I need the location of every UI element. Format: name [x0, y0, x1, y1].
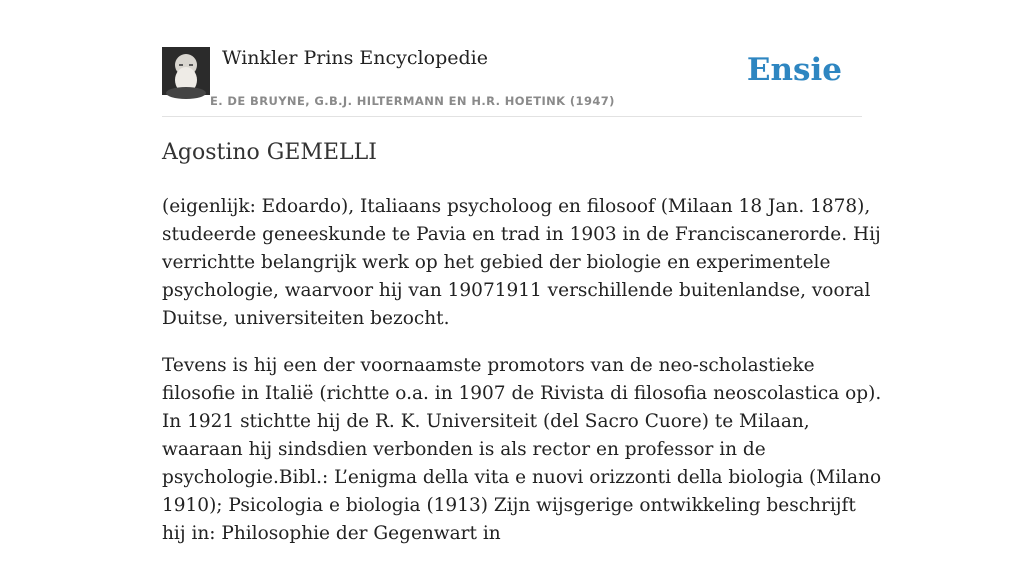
- ensie-logo-link[interactable]: Ensie: [746, 52, 842, 88]
- author-portrait-avatar[interactable]: [162, 47, 210, 95]
- article-body: [162, 193, 882, 567]
- portrait-icon: [162, 47, 210, 95]
- article-paragraph: Tevens is hij een der voornaamste promotors van de neo-scholastieke filosofie in Italië (richtte o.a. in 1907 de Rivista di filosofia neoscolastica op). In 1921 stichtte hij de R. K. Universiteit (del Sacro Cuore) te Milaan, waaraan hij sindsdien verbonden is als rector en professor in de psychologie.Bibl.: L’enigma della vita e nuovi orizzonti della biologia (Milano 1910); Psicologia e biologia (1913) Zijn wijsgerige ontwikkeling beschrijft hij in: Philosophie der Gegenwart in: [162, 355, 882, 544]
- site-title[interactable]: Winkler Prins Encyclopedie: [222, 47, 488, 69]
- article-paragraph: (eigenlijk: Edoardo), Italiaans psycholoog en filosoof (Milaan 18 Jan. 1878), studeerde geneeskunde te Pavia en trad in 1903 in de Franciscanerorde. Hij verrichtte belangrijk werk op het gebied der biologie en experimentele psychologie, waarvoor hij van 19071911 verschillende buitenlandse, vooral Duitse, universiteiten bezocht.: [162, 196, 881, 329]
- site-header: [162, 38, 862, 117]
- authors-credit: E. DE BRUYNE, G.B.J. HILTERMANN EN H.R. HOETINK (1947): [210, 94, 615, 108]
- article-title: Agostino GEMELLI: [162, 140, 377, 165]
